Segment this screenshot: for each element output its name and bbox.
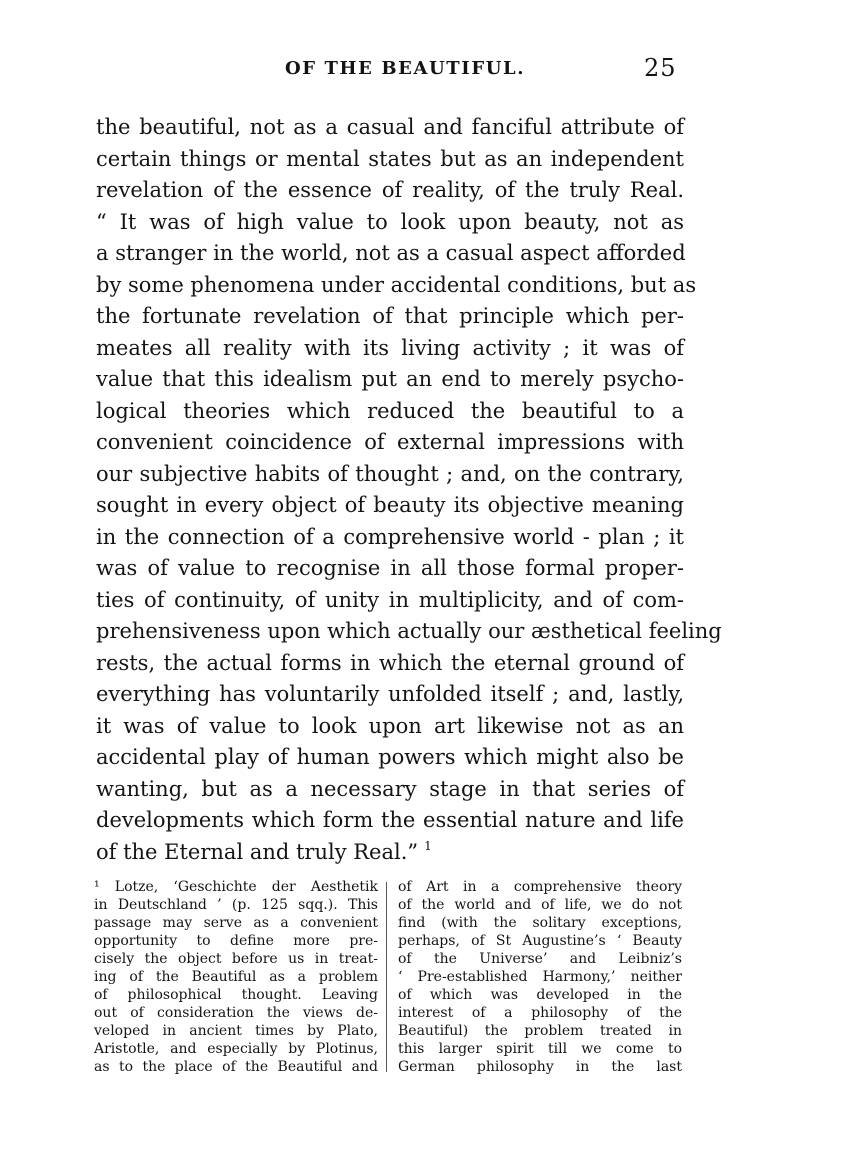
page-number: 25 bbox=[644, 54, 677, 82]
footnote-reference: 1 bbox=[424, 838, 432, 853]
footnote-line: cisely the object before us in treat- bbox=[94, 951, 378, 967]
footnote-right-column bbox=[398, 878, 682, 1076]
body-line: our subjective habits of thought ; and, on the contrary, bbox=[96, 461, 684, 486]
footnote-line: perhaps, of St Augustine’s ‘ Beauty bbox=[398, 933, 682, 949]
footnote-line: of philosophical thought. Leaving bbox=[94, 987, 378, 1003]
body-line: sought in every object of beauty its objective meaning bbox=[96, 493, 684, 517]
running-head: OF THE BEAUTIFUL. bbox=[285, 58, 526, 79]
body-line: meates all reality with its living activity ; it was of bbox=[96, 335, 684, 360]
footnote-area bbox=[94, 878, 684, 1078]
footnote-line: of the world and of life, we do not bbox=[398, 897, 682, 913]
footnote-left-column bbox=[94, 878, 378, 1076]
footnote-line: interest of a philosophy of the bbox=[398, 1005, 682, 1021]
footnote-line: this larger spirit till we come to bbox=[398, 1041, 682, 1057]
footnote-line: of the Universe’ and Leibniz’s bbox=[398, 951, 682, 967]
footnote-line: passage may serve as a convenient bbox=[94, 915, 378, 931]
footnote-line: opportunity to define more pre- bbox=[94, 933, 378, 949]
footnote-line: Aristotle, and especially by Plotinus, bbox=[94, 1041, 378, 1057]
body-line: certain things or mental states but as an independent bbox=[96, 146, 684, 171]
footnote-line: Beautiful) the problem treated in bbox=[398, 1023, 682, 1039]
column-divider bbox=[386, 882, 387, 1072]
footnote-line: German philosophy in the last bbox=[398, 1059, 682, 1075]
body-line: logical theories which reduced the beautiful to a bbox=[96, 398, 684, 423]
footnote-line: as to the place of the Beautiful and bbox=[94, 1059, 378, 1075]
body-line: it was of value to look upon art likewise not as an bbox=[96, 713, 684, 738]
footnote-line: out of consideration the views de- bbox=[94, 1005, 378, 1021]
body-line: was of value to recognise in all those formal proper- bbox=[96, 556, 684, 580]
body-line: wanting, but as a necessary stage in that series of bbox=[96, 776, 684, 801]
body-line: accidental play of human powers which might also be bbox=[96, 745, 684, 769]
body-line-text: of the Eternal and truly Real.” bbox=[96, 839, 419, 864]
body-text bbox=[96, 112, 722, 868]
body-line: convenient coincidence of external impressions with bbox=[96, 430, 684, 454]
footnote-line: of which was developed in the bbox=[398, 987, 682, 1003]
body-line: prehensiveness upon which actually our æsthetical feeling bbox=[96, 619, 722, 643]
body-line: developments which form the essential nature and life bbox=[96, 808, 684, 832]
body-line: revelation of the essence of reality, of the truly Real. bbox=[96, 178, 684, 202]
footnote-line: ¹ Lotze, ‘Geschichte der Aesthetik bbox=[94, 879, 378, 895]
body-line: the beautiful, not as a casual and fanciful attribute of bbox=[96, 115, 684, 139]
body-line-last bbox=[96, 837, 684, 869]
body-line: “ It was of high value to look upon beauty, not as bbox=[96, 209, 684, 234]
footnote-line: of Art in a comprehensive theory bbox=[398, 879, 682, 895]
body-line: value that this idealism put an end to merely psycho- bbox=[96, 367, 684, 391]
body-line: by some phenomena under accidental conditions, but as bbox=[96, 272, 697, 297]
footnote-line: ‘ Pre-established Harmony,’ neither bbox=[398, 969, 682, 985]
body-line: rests, the actual forms in which the eternal ground of bbox=[96, 650, 684, 675]
body-line: in the connection of a comprehensive world - plan ; it bbox=[96, 524, 684, 549]
body-line: ties of continuity, of unity in multiplicity, and of com- bbox=[96, 587, 684, 612]
page-header bbox=[0, 54, 850, 92]
footnote-line: find (with the solitary exceptions, bbox=[398, 915, 682, 931]
footnote-line: veloped in ancient times by Plato, bbox=[94, 1023, 378, 1039]
body-line: everything has voluntarily unfolded itself ; and, lastly, bbox=[96, 682, 684, 706]
footnote-line: in Deutschland ’ (p. 125 sqq.). This bbox=[94, 897, 378, 913]
footnote-line: ing of the Beautiful as a problem bbox=[94, 969, 378, 985]
body-line: the fortunate revelation of that principle which per- bbox=[96, 304, 684, 328]
body-line: a stranger in the world, not as a casual aspect afforded bbox=[96, 241, 686, 265]
